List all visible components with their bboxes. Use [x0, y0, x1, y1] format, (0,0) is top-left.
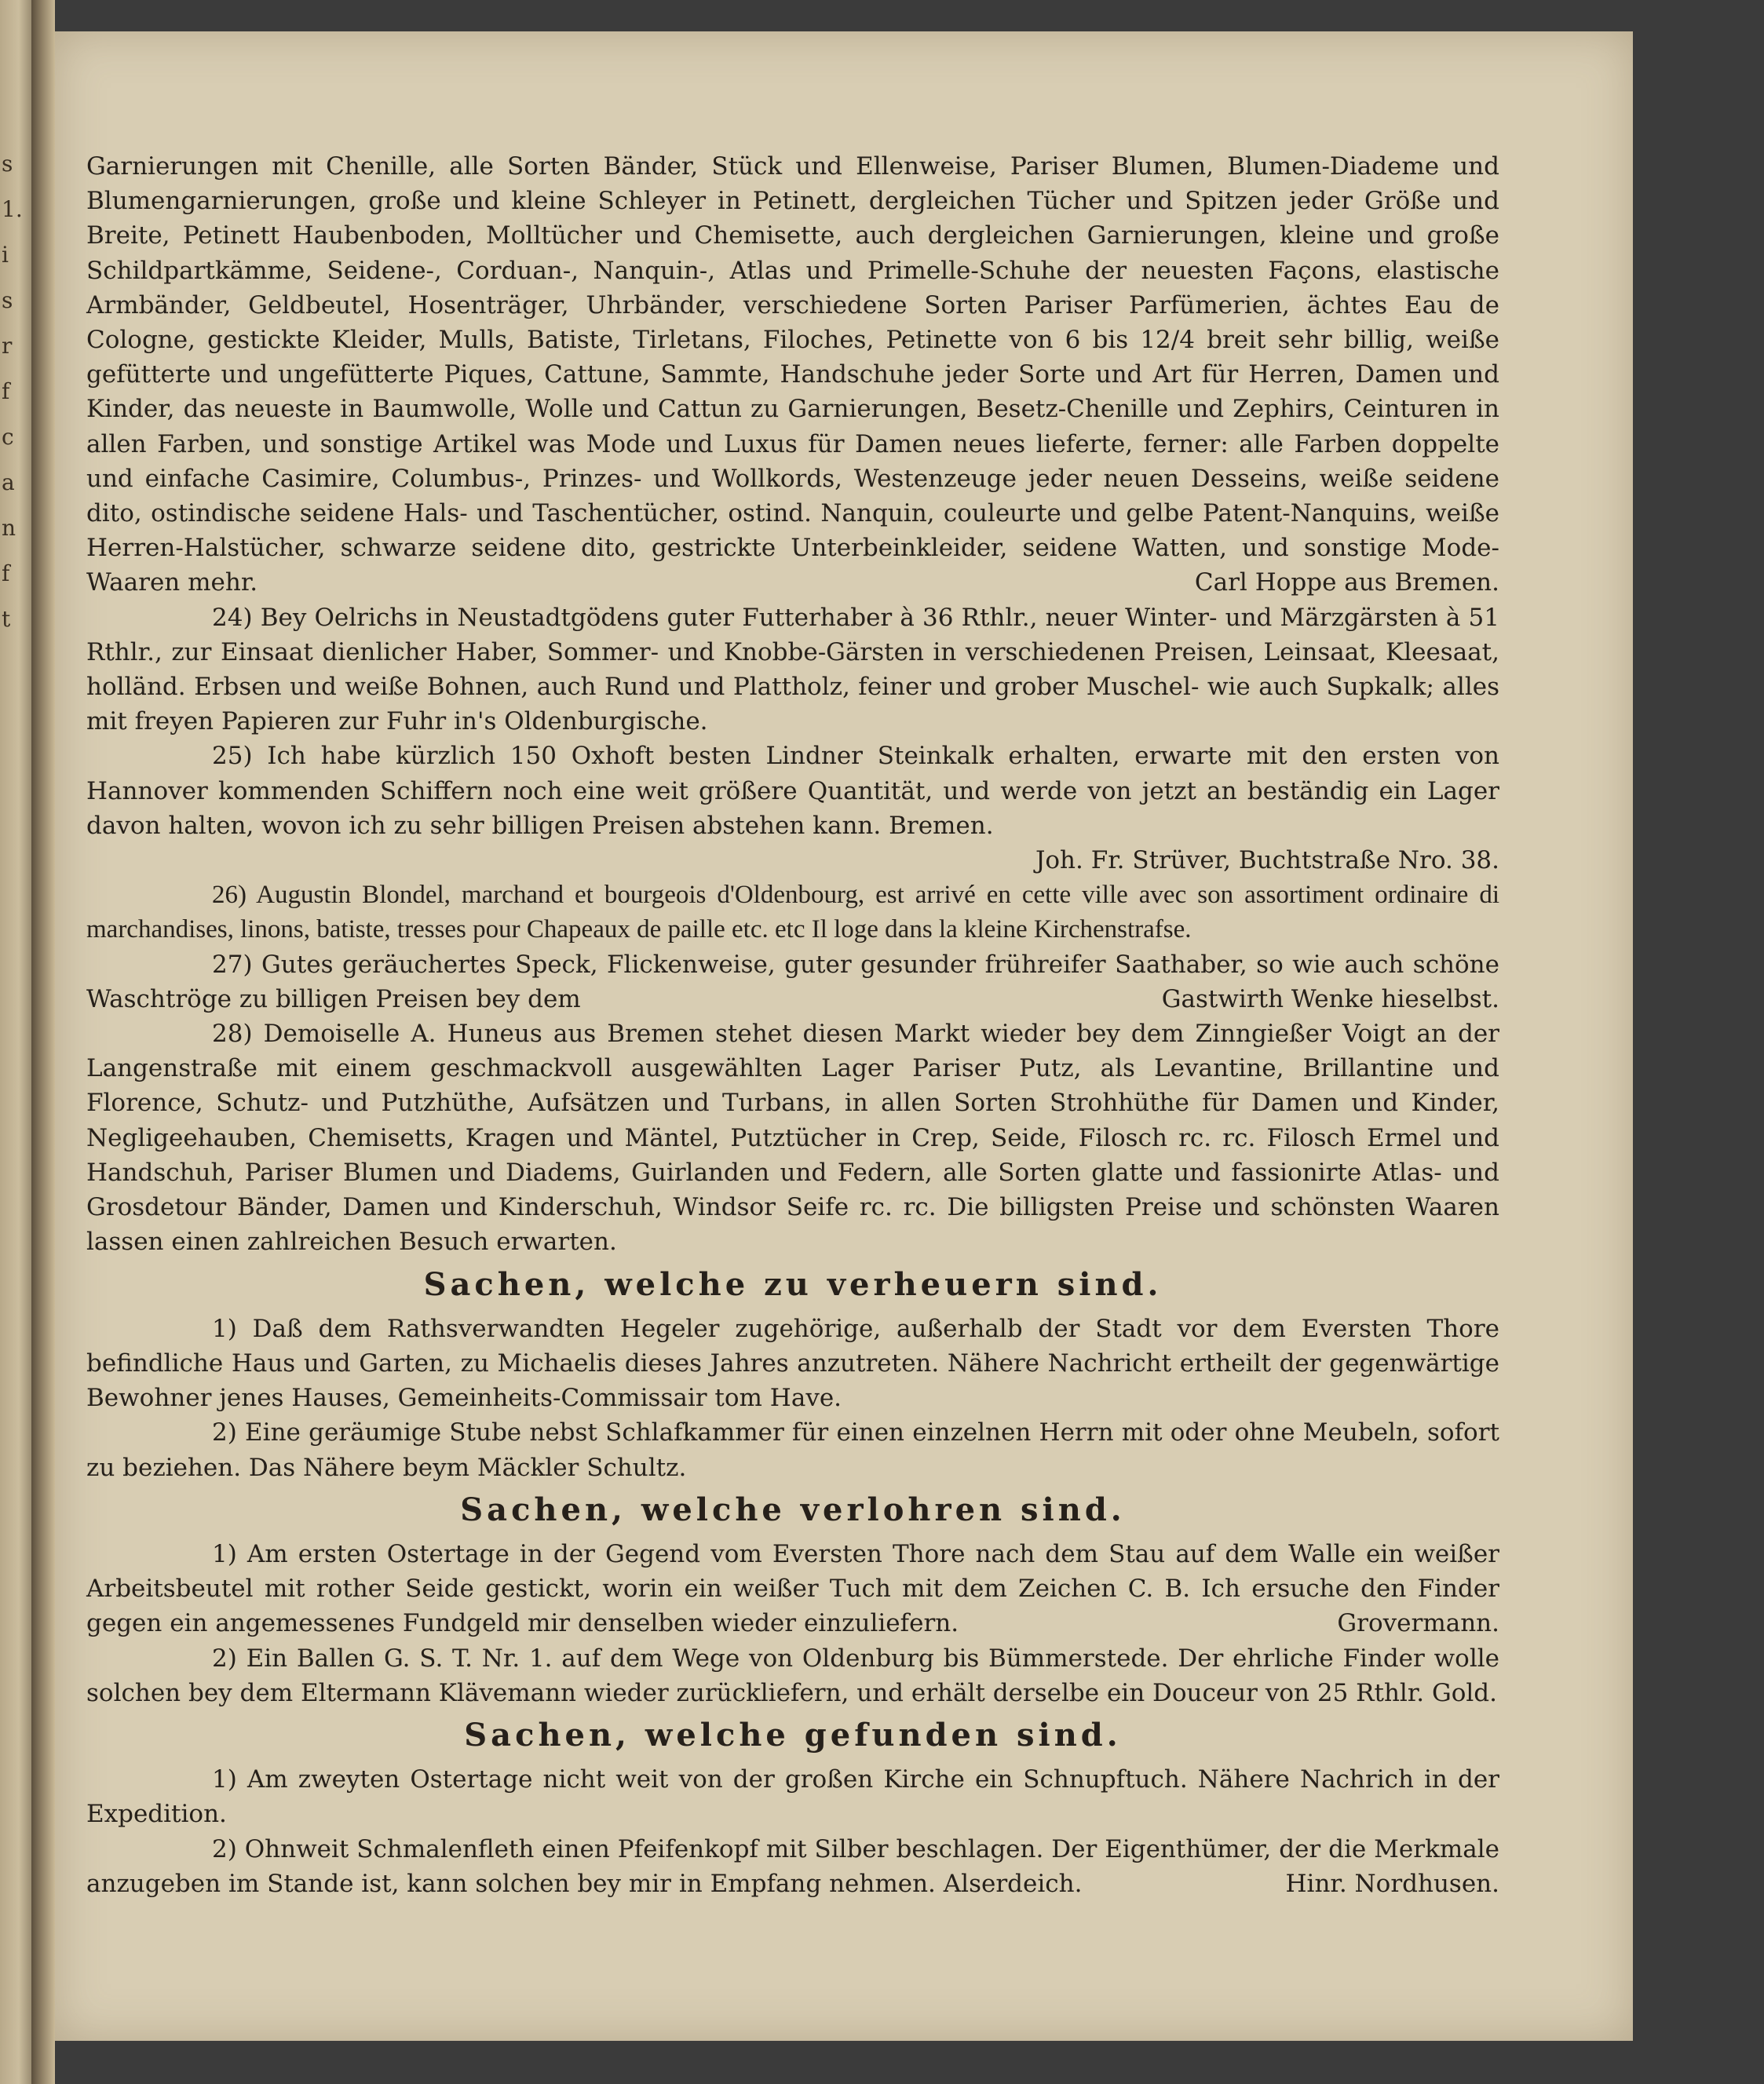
margin-char: f: [2, 378, 10, 404]
advertisement-text: 24) Bey Oelrichs in Neustadtgödens guter Futterhaber à 36 Rthlr., neuer Winter- und Märzgärsten à 51 Rthlr., zur Einsaat dienlicher Haber, Sommer- und Knobbe-Gärsten in verschiedenen Preisen, Leinsaat, Kleesaat, holländ. Erbsen und weiße Bohnen, auch Rund und Plattholz, feiner und grober Muschel- wie auch Supkalk; alles mit freyen Papieren zur Fuhr in's Oldenburgische.: [86, 603, 1499, 736]
advertisement-28: [86, 1016, 1499, 1259]
advertisement-signature: Joh. Fr. Strüver, Buchtstraße Nro. 38.: [1035, 846, 1499, 875]
lost-item-2: [86, 1641, 1499, 1710]
margin-char: i: [2, 242, 9, 268]
section-heading-rent: Sachen, welche zu verheuern sind.: [423, 1265, 1163, 1303]
advertisement-text: 28) Demoiselle A. Huneus aus Bremen stehet diesen Markt wieder bey dem Zinngießer Voigt an der Langenstraße mit einem geschmackvoll ausgewählten Lager Pariser Putz, als Levantine, Brillantine und Florence, Schutz- und Putzhüthe, Aufsätzen und Turbans, in allen Sorten Strohhüthe für Damen und Kinder, Negligeehauben, Chemisetts, Kragen und Mäntel, Putztücher in Crep, Seide, Filosch rc. rc. Filosch Ermel und Handschuh, Pariser Blumen und Diadems, Guirlanden und Federn, alle Sorten glatte und fassionirte Atlas- und Grosdetour Bänder, Damen und Kinderschuh, Windsor Seife rc. rc. Die billigsten Preise und schönsten Waaren lassen einen zahlreichen Besuch erwarten.: [86, 1020, 1499, 1257]
margin-char: n: [2, 515, 16, 541]
lost-text: 1) Am ersten Ostertage in der Gegend vom Eversten Thore nach dem Stau auf dem Walle ein weißer Arbeitsbeutel mit rother Seide gestickt, worin ein weißer Tuch mit dem Zeichen C. B. Ich ersuche den Finder gegen ein angemessenes Fundgeld mir denselben wieder einzuliefern.: [86, 1539, 1499, 1638]
book-gutter: [31, 0, 55, 2084]
lost-text: 2) Ein Ballen G. S. T. Nr. 1. auf dem Wege von Oldenburg bis Bümmerstede. Der ehrliche Finder wolle solchen bey dem Eltermann Klävemann wieder zurückliefern, und erhält derselbe ein Douceur von 25 Rthlr. Gold.: [86, 1644, 1499, 1707]
section-heading-found: Sachen, welche gefunden sind.: [464, 1716, 1122, 1754]
lost-item-1: [86, 1537, 1499, 1641]
margin-char: r: [2, 333, 13, 359]
margin-char: 1.: [2, 196, 23, 222]
advertisement-24: [86, 600, 1499, 739]
found-item-2: [86, 1832, 1499, 1901]
section-heading-lost: Sachen, welche verlohren sind.: [460, 1491, 1126, 1528]
advertisement-26: [86, 878, 1499, 947]
advertisement-text: Garnierungen mit Chenille, alle Sorten Bänder, Stück und Ellenweise, Pariser Blumen, Blumen-Diademe und Blumengarnierungen, große und kleine Schleyer in Petinett, dergleichen Tücher und Spitzen jeder Größe und Breite, Petinett Haubenboden, Molltücher und Chemisette, auch dergleichen Garnierungen, kleine und große Schildpartkämme, Seidene-, Corduan-, Nanquin-, Atlas und Primelle-Schuhe der neuesten Façons, elastische Armbänder, Geldbeutel, Hosenträger, Uhrbänder, verschiedene Sorten Pariser Parfümerien, ächtes Eau de Cologne, gestickte Kleider, Mulls, Batiste, Tirletans, Filoches, Petinette von 6 bis 12/4 breit sehr billig, weiße gefütterte und ungefütterte Piques, Cattune, Sammte, Handschuhe jeder Sorte und Art für Herren, Damen und Kinder, das neueste in Baumwolle, Wolle und Cattun zu Garnierungen, Besetz-Chenille und Zephirs, Ceinturen in allen Farben, und sonstige Artikel was Mode und Luxus für Damen neues lieferte, ferner: alle Farben doppelte und einfache Casimire, Columbus-, Prinzes- und Wollkords, Westenzeuge jeder neuen Desseins, weiße seidene dito, ostindische seidene Hals- und Taschentücher, ostind. Nanquin, couleurte und gelbe Patent-Nanquins, weiße Herren-Halstücher, schwarze seidene dito, gestrickte Unterbeinkleider, seidene Watten, und sonstige Mode-Waaren mehr.: [86, 152, 1499, 597]
margin-char: s: [2, 287, 13, 313]
rent-text: 2) Eine geräumige Stube nebst Schlafkammer für einen einzelnen Herrn mit oder ohne Meubeln, sofort zu beziehen. Das Nähere beym Mäckler Schultz.: [86, 1418, 1499, 1482]
advertisement-text: 26) Augustin Blondel, marchand et bourgeois d'Oldenbourg, est arrivé en cette ville avec son assortiment ordinaire di marchandises, linons, batiste, tresses pour Chapeaux de paille etc. etc Il loge dans la kleine Kirchenstrafse.: [86, 881, 1499, 944]
advertisement-signature: Gastwirth Wenke hieselbst.: [1161, 984, 1499, 1013]
advertisement-27: [86, 947, 1499, 1016]
found-item-1: [86, 1762, 1499, 1831]
previous-page-margin-chars: [2, 141, 25, 642]
advertisement-text: 25) Ich habe kürzlich 150 Oxhoft besten Lindner Steinkalk erhalten, erwarte mit den ersten von Hannover kommenden Schiffern noch eine weit größere Quantität, und werde von jetzt an beständig ein Lager davon halten, wovon ich zu sehr billigen Preisen abstehen kann. Bremen.: [86, 742, 1499, 840]
rent-item-1: [86, 1312, 1499, 1416]
advertisement-signature: Carl Hoppe aus Bremen.: [1194, 568, 1499, 597]
page-content: [86, 149, 1499, 1901]
previous-page-edge: [0, 0, 31, 2084]
rent-text: 1) Daß dem Rathsverwandten Hegeler zugehörige, außerhalb der Stadt vor dem Eversten Thore befindliche Haus und Garten, zu Michaelis dieses Jahres anzutreten. Nähere Nachricht ertheilt der gegenwärtige Bewohner jenes Hauses, Gemeinheits-Commissair tom Have.: [86, 1314, 1499, 1413]
advertisement-25: [86, 739, 1499, 843]
newspaper-page: [55, 31, 1633, 2041]
rent-item-2: [86, 1415, 1499, 1484]
margin-char: f: [2, 560, 10, 586]
found-text: 1) Am zweyten Ostertage nicht weit von der großen Kirche ein Schnupftuch. Nähere Nachrich in der Expedition.: [86, 1765, 1499, 1829]
margin-char: a: [2, 469, 15, 495]
found-signature: Hinr. Nordhusen.: [1285, 1869, 1499, 1898]
margin-char: c: [2, 424, 14, 450]
margin-char: s: [2, 151, 13, 177]
margin-char: t: [2, 606, 11, 632]
advertisement-text: 27) Gutes geräuchertes Speck, Flickenweise, guter gesunder frühreifer Saathaber, so wie auch schöne Waschtröge zu billigen Preisen bey dem: [86, 950, 1499, 1013]
advertisement-23-continued: [86, 149, 1499, 600]
found-text: 2) Ohnweit Schmalenfleth einen Pfeifenkopf mit Silber beschlagen. Der Eigenthümer, der die Merkmale anzugeben im Stande ist, kann solchen bey mir in Empfang nehmen. Alserdeich.: [86, 1834, 1499, 1898]
lost-signature: Grovermann.: [1337, 1609, 1499, 1638]
